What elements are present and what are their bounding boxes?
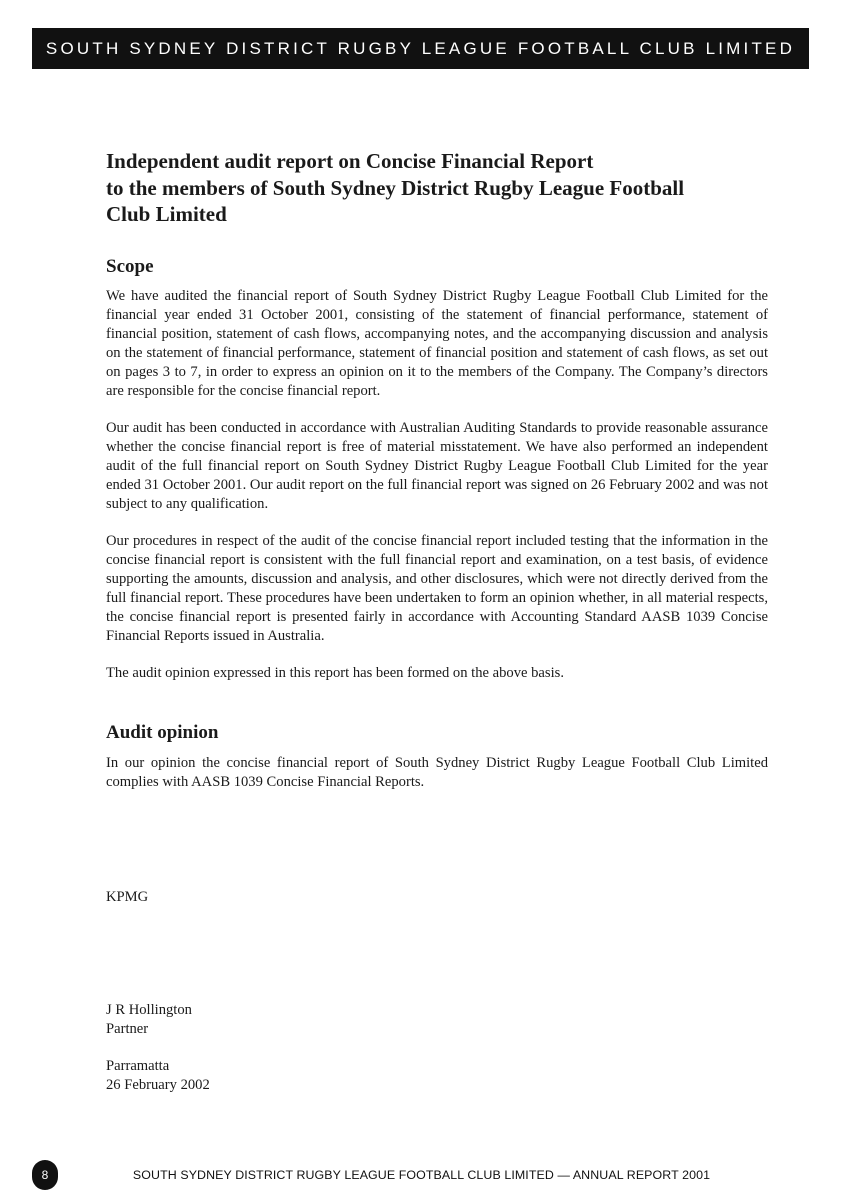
header-banner: SOUTH SYDNEY DISTRICT RUGBY LEAGUE FOOTBALL CLUB LIMITED (32, 28, 809, 69)
scope-paragraph-1: We have audited the financial report of South Sydney District Rugby League Football Club Limited for the financial year ended 31 October 2001, consisting of the statement of financial performance, statement of financial position, statement of cash flows, accompanying notes, and the accompanying discussion and analysis on the statement of financial performance, statement of financial position and statement of cash flows, as set out on pages 3 to 7, in order to express an opinion on it to the members of the Company. The Company’s directors are responsible for the concise financial report. (106, 288, 768, 399)
audit-opinion-paragraph: In our opinion the concise financial report of South Sydney District Rugby League Football Club Limited complies with AASB 1039 Concise Financial Reports. (106, 755, 768, 790)
signatory-name: J R Hollington (106, 1002, 192, 1018)
signatory-role: Partner (106, 1021, 149, 1037)
footer-text: SOUTH SYDNEY DISTRICT RUGBY LEAGUE FOOTBALL CLUB LIMITED — ANNUAL REPORT 2001 (132, 1168, 711, 1182)
title-line-1: Independent audit report on Concise Financial Report (106, 149, 594, 173)
report-title (106, 148, 766, 228)
scope-paragraph-4: The audit opinion expressed in this report has been formed on the above basis. (106, 665, 564, 681)
title-line-3: Club Limited (106, 202, 227, 226)
page-number-badge: 8 (32, 1160, 58, 1190)
signing-date: 26 February 2002 (106, 1077, 210, 1093)
signing-place: Parramatta (106, 1058, 170, 1074)
scope-paragraph-3: Our procedures in respect of the audit of the concise financial report included testing that the information in the concise financial report is consistent with the full financial report and examination, on a test basis, of evidence supporting the amounts, discussion and analysis, and other disclosures, which were not directly derived from the full financial report. These procedures have been undertaken to form an opinion whether, in all material respects, the concise financial report is presented fairly in accordance with Accounting Standard AASB 1039 Concise Financial Reports issued in Australia. (106, 533, 768, 644)
audit-opinion-heading: Audit opinion (106, 722, 219, 743)
title-line-2: to the members of South Sydney District Rugby League Football (106, 175, 685, 200)
scope-paragraph-2: Our audit has been conducted in accordance with Australian Auditing Standards to provide reasonable assurance whether the concise financial report is free of material misstatement. We have also performed an independent audit of the full financial report on South Sydney District Rugby League Football Club Limited for the year ended 31 October 2001. Our audit report on the full financial report was signed on 26 February 2002 and was not subject to any qualification. (106, 420, 768, 512)
scope-heading: Scope (106, 256, 154, 277)
signature-firm: KPMG (106, 889, 149, 905)
